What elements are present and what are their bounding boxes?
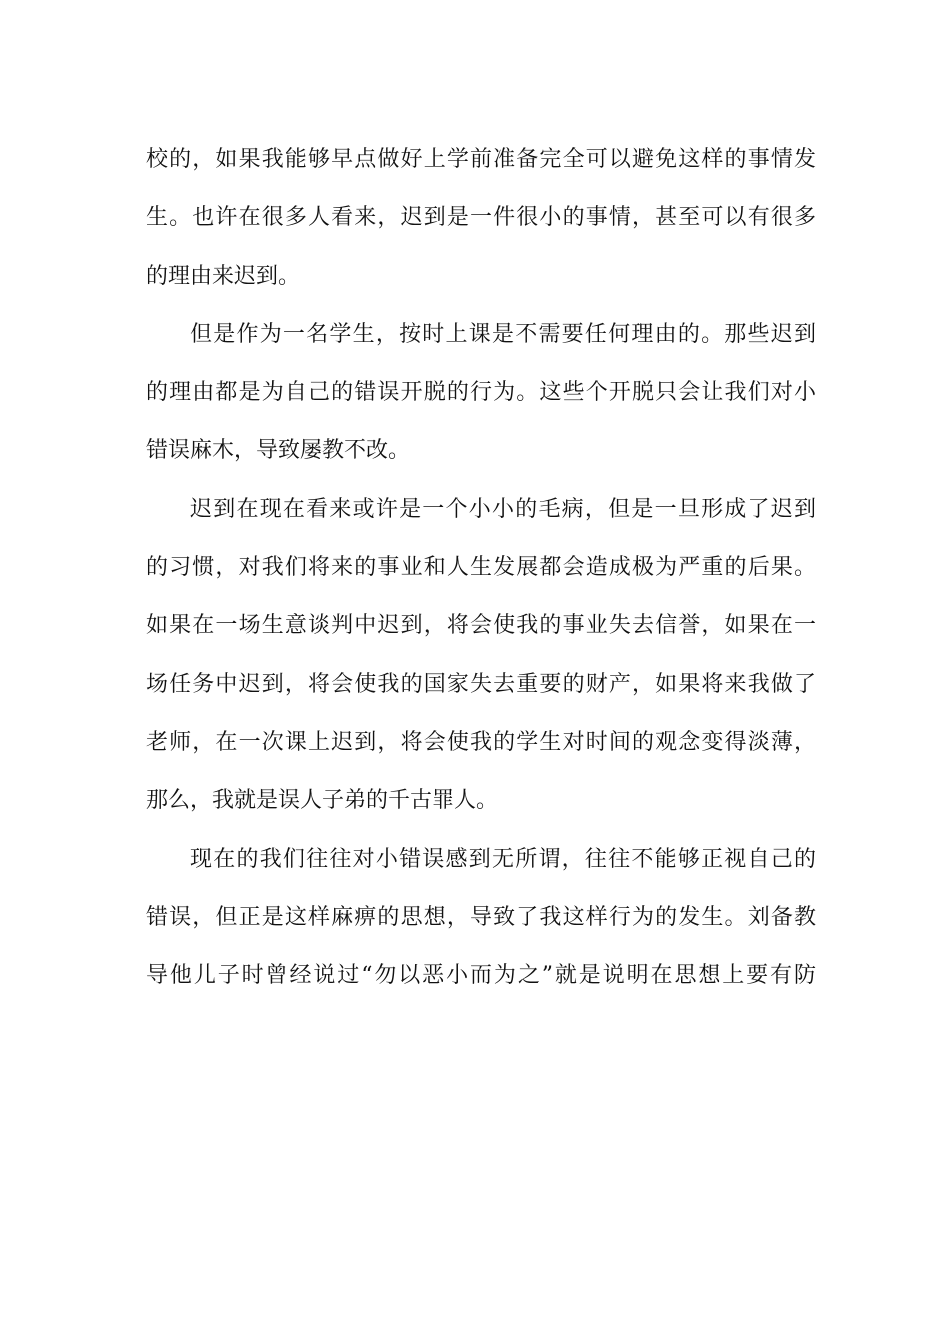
text-line: 校的，如果我能够早点做好上学前准备完全可以避免这样的事情发 <box>146 147 816 172</box>
text-line: 老师，在一次课上迟到，将会使我的学生对时间的观念变得淡薄， <box>146 729 816 755</box>
paragraph-4 <box>146 831 816 1006</box>
text-line: 的理由来迟到。 <box>146 263 301 289</box>
text-line: 如果在一场生意谈判中迟到，将会使我的事业失去信誉，如果在一 <box>146 613 816 639</box>
paragraph-1 <box>146 131 816 306</box>
text-line: 导他儿子时曾经说过“勿以恶小而为之”就是说明在思想上要有防 <box>146 963 816 989</box>
text-line: 错误麻木，导致屡教不改。 <box>146 438 411 464</box>
text-line: 现在的我们往往对小错误感到无所谓，往往不能够正视自己的 <box>190 846 816 872</box>
paragraph-3 <box>146 481 816 831</box>
text-line: 但是作为一名学生，按时上课是不需要任何理由的。那些迟到 <box>190 321 816 347</box>
text-line: 那么，我就是误人子弟的千古罪人。 <box>146 788 499 814</box>
text-line: 生。也许在很多人看来，迟到是一件很小的事情，甚至可以有很多 <box>146 205 816 231</box>
text-line: 场任务中迟到，将会使我的国家失去重要的财产，如果将来我做了 <box>146 671 816 697</box>
paragraph-2 <box>146 306 816 481</box>
text-line: 错误，但正是这样麻痹的思想，导致了我这样行为的发生。刘备教 <box>146 904 816 930</box>
text-line: 的理由都是为自己的错误开脱的行为。这些个开脱只会让我们对小 <box>146 380 816 406</box>
body-text <box>146 131 816 1005</box>
text-line: 的习惯，对我们将来的事业和人生发展都会造成极为严重的后果。 <box>146 555 816 581</box>
text-line: 迟到在现在看来或许是一个小小的毛病，但是一旦形成了迟到 <box>190 496 816 522</box>
